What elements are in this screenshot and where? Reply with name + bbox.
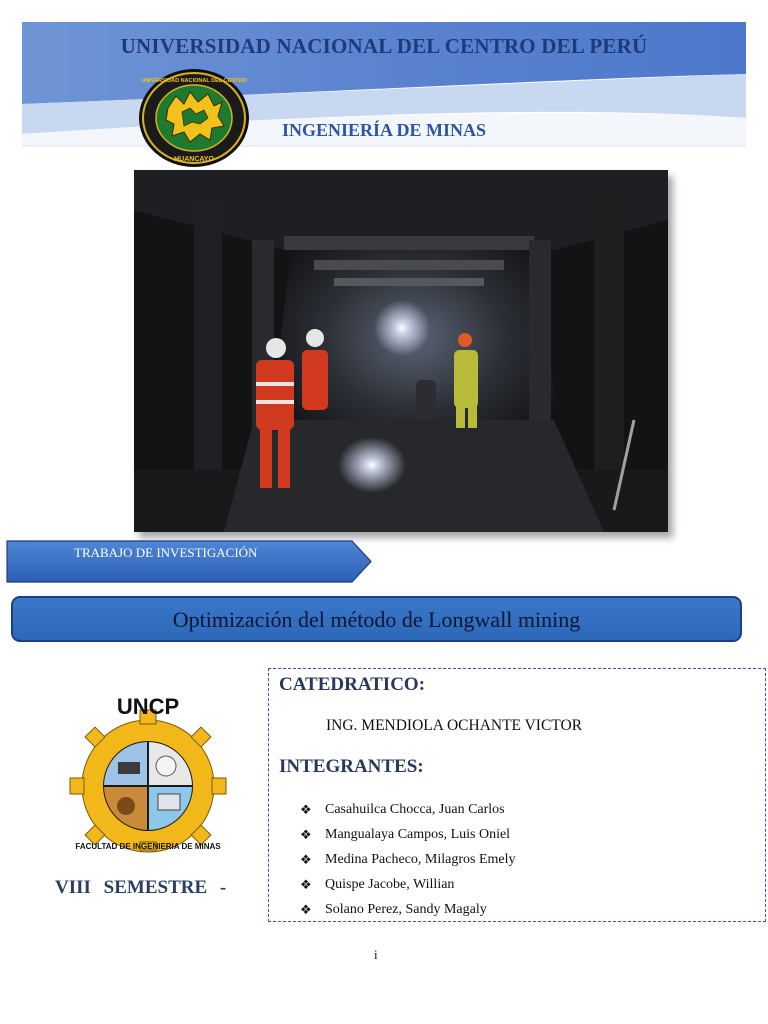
member-name: Medina Pacheco, Milagros Emely xyxy=(325,851,516,867)
diamond-bullet-icon: ❖ xyxy=(300,901,312,917)
diamond-bullet-icon: ❖ xyxy=(300,851,312,867)
integrantes-label: INTEGRANTES: xyxy=(279,756,424,777)
svg-text:FACULTAD DE INGENIERIA DE MINA: FACULTAD DE INGENIERIA DE MINAS xyxy=(75,842,221,851)
document-type-label: TRABAJO DE INVESTIGACIÓN xyxy=(74,545,258,560)
semester-label: VIII SEMESTRE - xyxy=(55,877,227,898)
list-item xyxy=(300,822,516,847)
mine-tunnel-photo xyxy=(134,170,668,532)
list-item xyxy=(300,897,516,922)
list-item xyxy=(300,872,516,897)
university-seal-logo xyxy=(138,68,250,168)
faculty-gear-logo xyxy=(66,694,230,856)
members-list xyxy=(300,797,516,922)
diamond-bullet-icon: ❖ xyxy=(300,876,312,892)
university-title: UNIVERSIDAD NACIONAL DEL CENTRO DEL PERÚ xyxy=(120,34,648,58)
faculty-name: INGENIERÍA DE MINAS xyxy=(282,120,487,140)
svg-text:UNIVERSIDAD NACIONAL DEL CENTR: UNIVERSIDAD NACIONAL DEL CENTRO xyxy=(141,78,247,84)
member-name: Casahuilca Chocca, Juan Carlos xyxy=(325,801,505,817)
uncp-acronym: UNCP xyxy=(116,694,180,719)
list-item xyxy=(300,797,516,822)
catedratico-label: CATEDRATICO: xyxy=(279,674,426,695)
catedratico-name: ING. MENDIOLA OCHANTE VICTOR xyxy=(326,717,583,734)
seal-city-text: HUANCAYO xyxy=(174,156,214,163)
member-name: Mangualaya Campos, Luis Oniel xyxy=(325,826,511,842)
member-name: Quispe Jacobe, Willian xyxy=(325,876,455,892)
list-item xyxy=(300,847,516,872)
member-name: Solano Perez, Sandy Magaly xyxy=(325,901,487,917)
document-title: Optimización del método de Longwall mining xyxy=(11,596,742,642)
page-number: i xyxy=(374,947,378,962)
diamond-bullet-icon: ❖ xyxy=(300,826,312,842)
diamond-bullet-icon: ❖ xyxy=(300,801,312,817)
